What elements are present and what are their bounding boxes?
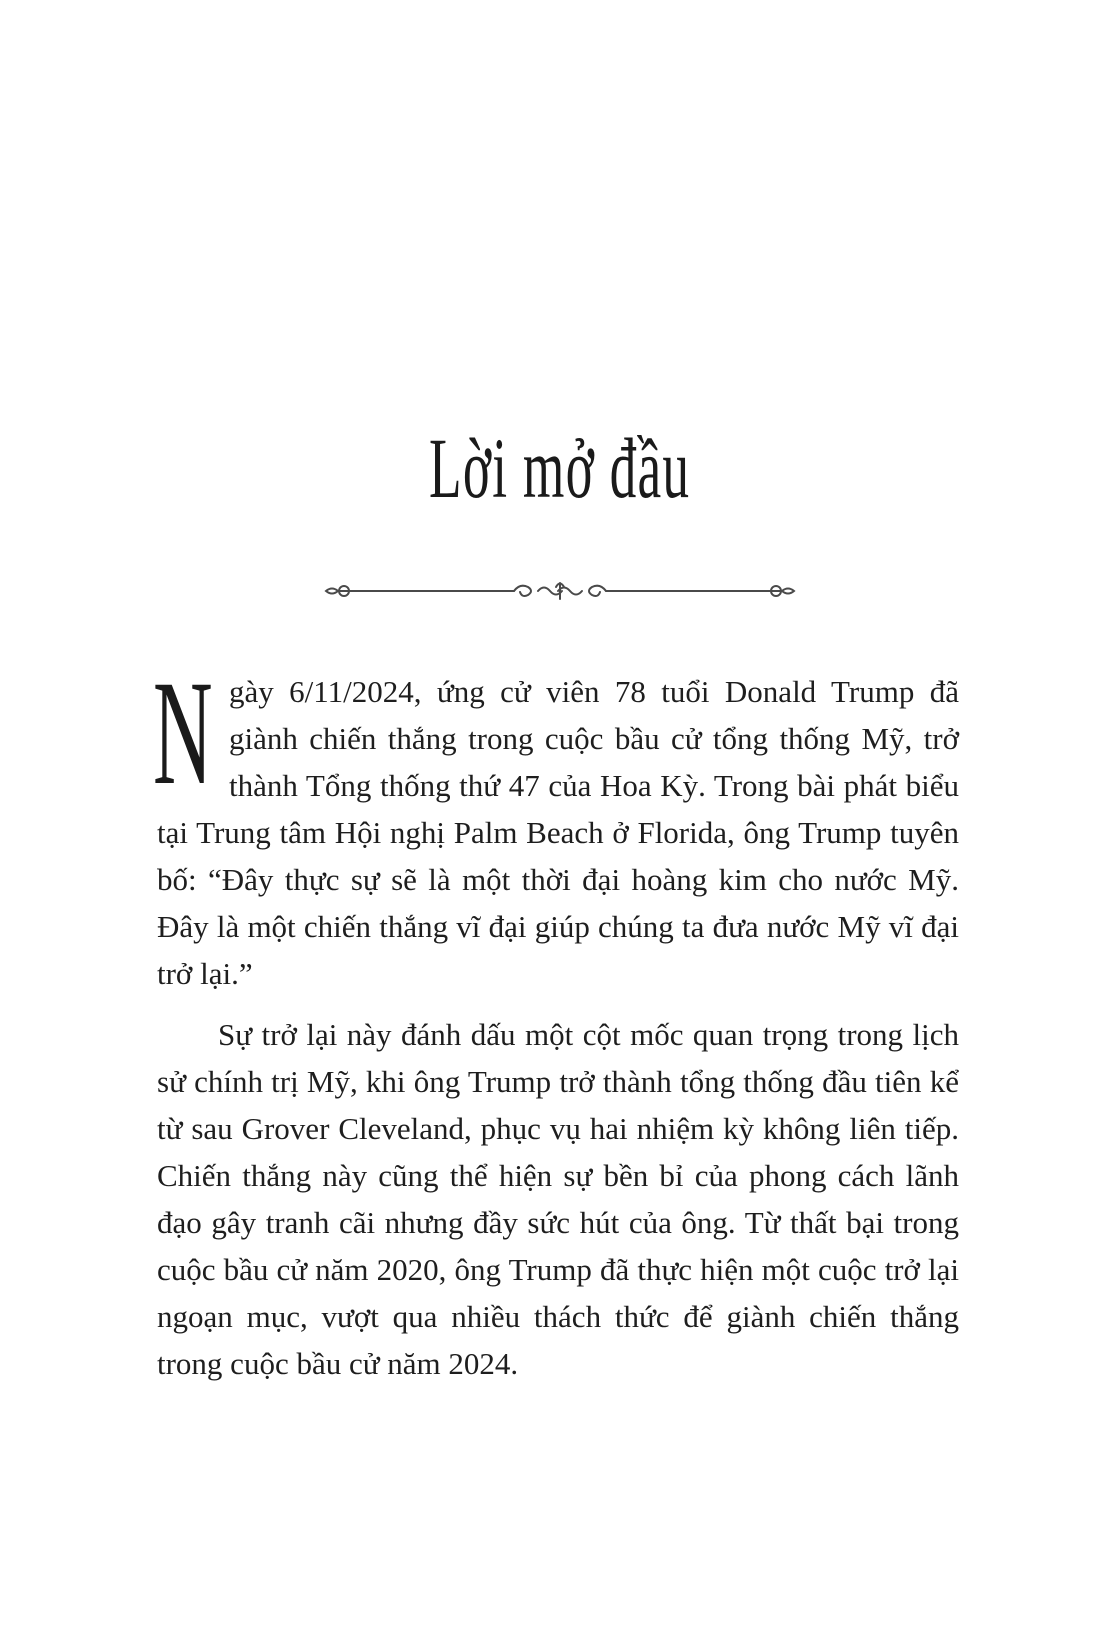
decorative-divider-icon — [324, 578, 796, 604]
chapter-title: Lời mở đầu — [429, 420, 691, 516]
body-text — [153, 650, 959, 1387]
dropcap-letter: N — [153, 650, 213, 816]
paragraph-2: Sự trở lại này đánh dấu một cột mốc quan trọng trong lịch sử chính trị Mỹ, khi ông Trump trở thành tổng thống đầu tiên kể từ sau Grover Cleveland, phục vụ hai nhiệm kỳ không liên tiếp. Chiến thắng này cũng thể hiện sự bền bỉ của phong cách lãnh đạo gây tranh cãi nhưng đầy sức hút của ông. Từ thất bại trong cuộc bầu cử năm 2020, ông Trump đã thực hiện một cuộc trở lại ngoạn mục, vượt qua nhiều thách thức để giành chiến thắng trong cuộc bầu cử năm 2024. — [157, 1017, 959, 1381]
paragraph-1 — [153, 650, 959, 997]
paragraph-1-text: gày 6/11/2024, ứng cử viên 78 tuổi Donald Trump đã giành chiến thắng trong cuộc bầu cử tổng thống Mỹ, trở thành Tổng thống thứ 47 của Hoa Kỳ. Trong bài phát biểu tại Trung tâm Hội nghị Palm Beach ở Florida, ông Trump tuyên bố: “Đây thực sự sẽ là một thời đại hoàng kim cho nước Mỹ. Đây là một chiến thắng vĩ đại giúp chúng ta đưa nước Mỹ vĩ đại trở lại.” — [157, 674, 959, 991]
